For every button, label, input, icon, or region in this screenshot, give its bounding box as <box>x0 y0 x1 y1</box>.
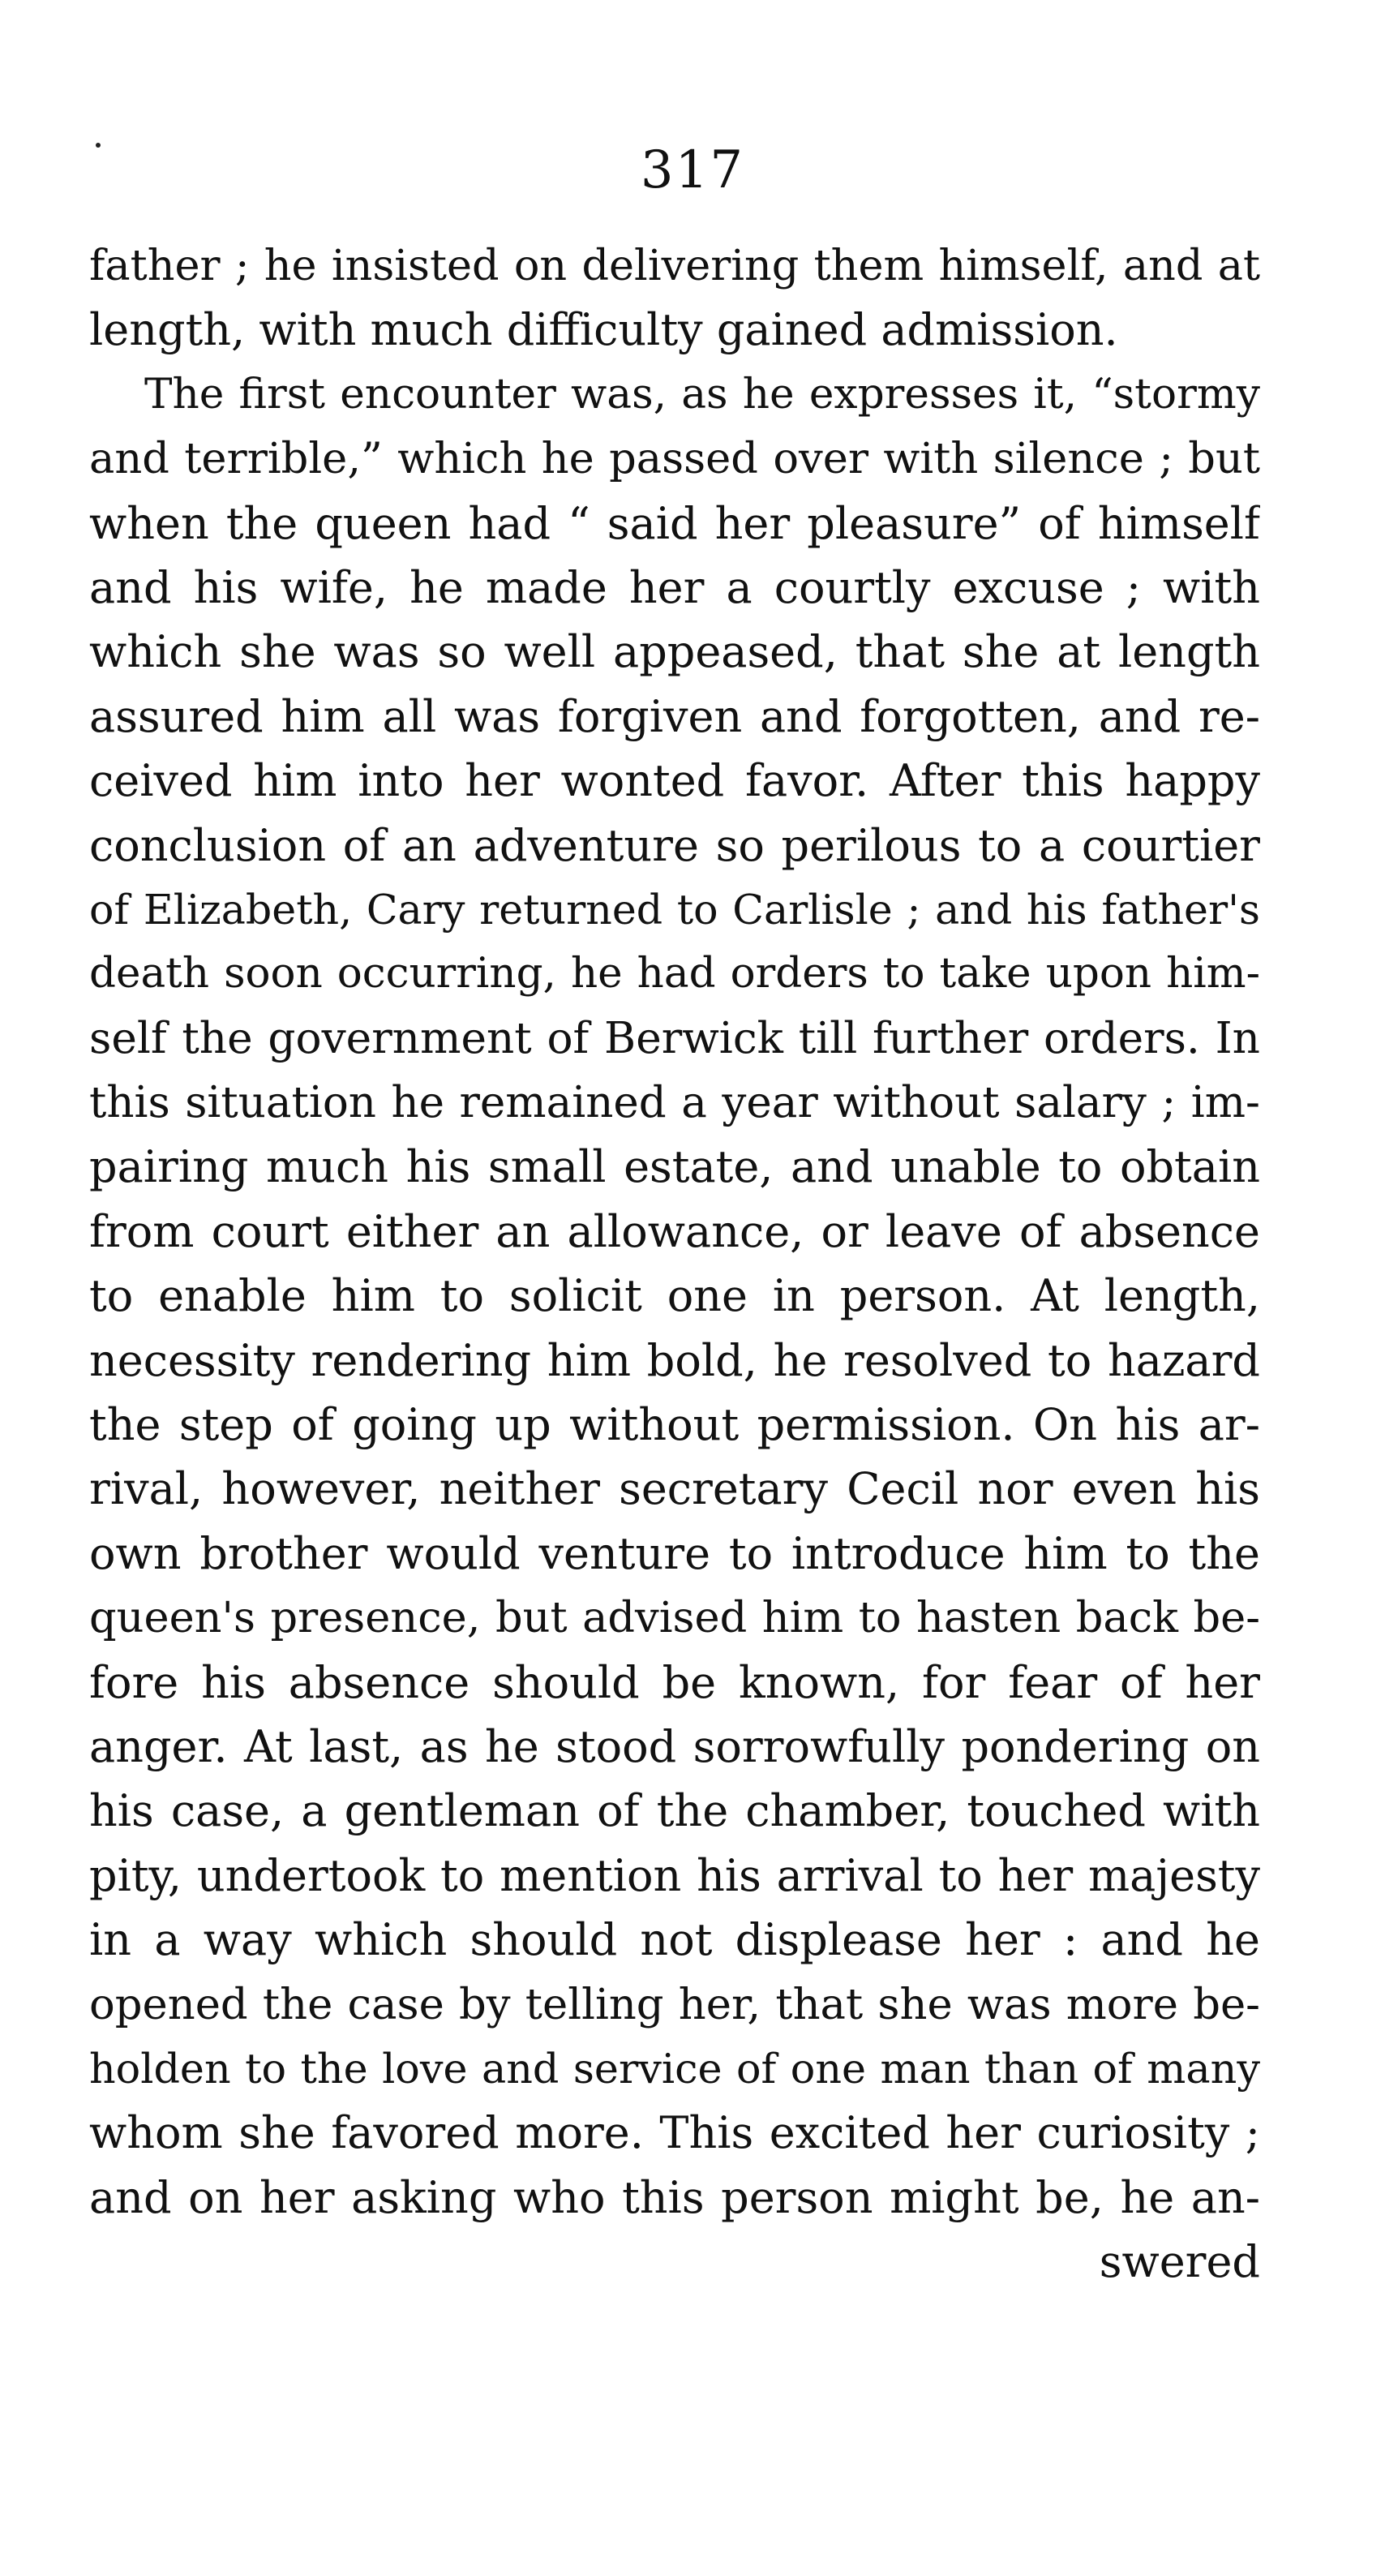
text-line: which she was so well appeased, that she at length <box>89 626 1260 678</box>
text-line: when the queen had “ said her pleasure” of himself <box>89 497 1260 549</box>
text-line: conclusion of an adventure so perilous to a courtier <box>89 819 1260 871</box>
text-line: queen's presence, but advised him to hasten back be- <box>89 1593 1260 1643</box>
text-line: opened the case by telling her, that she was more be- <box>89 1979 1260 2029</box>
text-line: to enable him to solicit one in person. At length, <box>89 1270 1260 1322</box>
text-line: pity, undertook to mention his arrival to her majesty <box>89 1849 1260 1901</box>
text-line: self the government of Berwick till further orders. In <box>89 1012 1260 1063</box>
text-line: pairing much his small estate, and unable to obtain <box>89 1141 1260 1193</box>
text-line: his case, a gentleman of the chamber, touched with <box>89 1785 1260 1837</box>
text-line: death soon occurring, he had orders to take upon him- <box>89 949 1260 998</box>
text-line: and his wife, he made her a courtly excuse ; with <box>89 561 1260 613</box>
text-line: anger. At last, as he stood sorrowfully pondering on <box>89 1720 1260 1772</box>
text-line: whom she favored more. This excited her curiosity ; <box>89 2107 1260 2159</box>
text-line: the step of going up without permission. On his ar- <box>89 1399 1260 1451</box>
text-line: fore his absence should be known, for fear of her <box>89 1656 1260 1708</box>
text-line: The first encounter was, as he expresses it, “stormy <box>144 369 1260 419</box>
text-line: assured him all was forgiven and forgotten, and re- <box>89 690 1260 742</box>
text-line: and on her asking who this person might be, he an- <box>89 2171 1260 2223</box>
catchword: swered <box>1099 2236 1260 2288</box>
text-line: own brother would venture to introduce him to the <box>89 1527 1260 1579</box>
page-number: 317 <box>640 140 745 200</box>
text-line: of Elizabeth, Cary returned to Carlisle ; and his father's <box>89 885 1260 934</box>
text-line: holden to the love and service of one man than of many <box>89 2044 1260 2093</box>
body-text <box>89 234 1260 2295</box>
text-line: father ; he insisted on delivering them himself, and at <box>89 241 1260 290</box>
text-line: in a way which should not displease her : and he <box>89 1914 1260 1966</box>
text-line: and terrible,” which he passed over with silence ; but <box>89 434 1260 484</box>
text-line: necessity rendering him bold, he resolved to hazard <box>89 1334 1260 1386</box>
text-line: from court either an allowance, or leave of absence <box>89 1205 1260 1257</box>
text-line: length, with much difficulty gained admission. <box>89 304 1118 356</box>
text-line: this situation he remained a year without salary ; im- <box>89 1077 1260 1128</box>
text-line: ceived him into her wonted favor. After this happy <box>89 755 1260 807</box>
text-line: rival, however, neither secretary Cecil nor even his <box>89 1463 1260 1515</box>
